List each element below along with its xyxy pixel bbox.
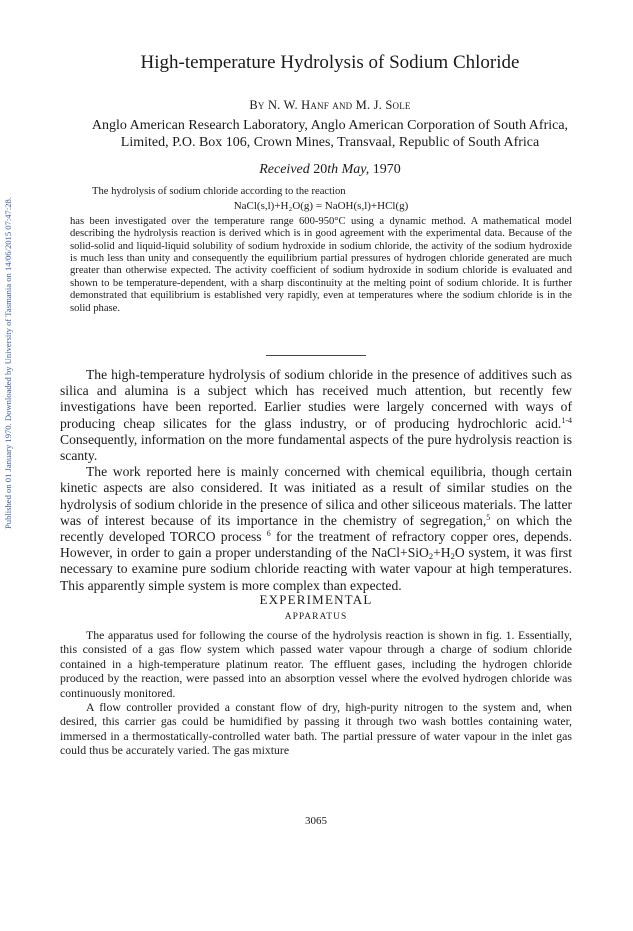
paper-title: High-temperature Hydrolysis of Sodium Chloride [140,52,520,73]
intro-p2-text-c: for the treatment of refractory copper ores, depends. However, in order to gain a proper understanding of the NaCl+SiO [60,529,572,561]
ref-6[interactable]: 6 [266,529,271,539]
intro-paragraph-2 [60,464,572,594]
download-note-text[interactable]: Published on 01 January 1970. Downloaded by University of Tasmania on 14/06/2015 07:47:28. [3,196,13,529]
apparatus-subheading: APPARATUS [284,612,348,622]
received-month: th May, [327,162,373,177]
intro-p2-text-a: The work reported here is mainly concerned with chemical equilibria, though certain kinetic aspects are also considered. It was initiated as a result of similar studies on the hydrolysis of sodium chloride in the presence of silica and other siliceous materials. The latter was of interest because of its importance in the chemistry of segregation, [60,464,573,528]
ref-1-4[interactable]: 1-4 [561,415,572,425]
intro-p2-text-d: +H [433,545,451,561]
intro-p2-text-b: on which the recently developed TORCO process [60,512,572,545]
page-number: 3065 [305,815,327,827]
introduction [60,367,572,594]
received-date [60,162,600,178]
reaction-equation: NaCl(s,l)+H₂O(g) = NaOH(s,l)+HCl(g) [233,200,409,213]
apparatus-paragraph-2: A flow controller provided a constant flow of dry, high-purity nitrogen to the system and, when desired, this carrier gas could be humidified by passing it through two wash bottles containing water, immersed in a thermostatically-controlled water bath. The partial pressure of water vapour in the inlet gas could thus be accurately varied. The gas mixture [60,700,572,758]
experimental-heading: EXPERIMENTAL [259,592,373,607]
section-divider [266,355,366,356]
abstract-intro: The hydrolysis of sodium chloride according to the reaction [92,186,346,197]
subscript-2a: 2 [428,551,434,562]
ref-5[interactable]: 5 [486,512,491,522]
intro-p1-text-b: Consequently, information on the more fundamental aspects of the pure hydrolysis reaction is scanty. [60,431,572,464]
abstract-text: has been investigated over the temperature range 600-950°C using a dynamic method. A mathematical model describing the hydrolysis reaction is derived which is in good agreement with the experimental data. Because of the solid-solid and liquid-liquid solubility of sodium hydroxide in sodium chloride, the activity of the sodium hydroxide is much less than unity and consequently the equilibrium partial pressures of hydrogen chloride generated are much greater than otherwise expected. The activity coefficient of sodium hydroxide in sodium chloride is evaluated and shown to be temperature-dependent, with a sharp discontinuity at the melting point of sodium chloride. It is further demonstrated that equilibrium is established very rapidly, even at temperatures where the sodium chloride is in the solid phase. [70,215,572,314]
received-day: 20 [313,162,328,177]
affiliation [60,117,600,151]
intro-p2-text-e: O system, it was first necessary to examine pure sodium chloride reacting with water vapour at high temperatures. This apparently simple system is more complex than expected. [60,545,572,593]
by-label: By [249,98,265,112]
abstract [70,186,572,315]
experimental-section [60,628,572,758]
intro-paragraph-1 [60,367,572,464]
author-names: N. W. Hanf and M. J. Sole [267,98,411,112]
intro-p1-text-a: The high-temperature hydrolysis of sodium chloride in the presence of additives such as silica and alumina is a subject which has received much attention, but recently few investigations have been reported. Earlier studies were largely concerned with ways of producing cheap silicates for the glass industry, or of producing hydrochloric acid. [60,367,572,431]
received-prefix: Received [259,162,314,177]
subscript-2b: 2 [450,551,455,562]
author-line [60,98,600,113]
received-year: 1970 [372,162,401,177]
affiliation-line-1: Anglo American Research Laboratory, Anglo American Corporation of South Africa, [91,118,569,133]
download-note [2,150,14,575]
apparatus-paragraph-1: The apparatus used for following the course of the hydrolysis reaction is shown in fig. 1. Essentially, this consisted of a gas flow system which passed water vapour through a charge of sodium chloride contained in a high-temperature platinum reator. The effluent gases, including the hydrogen chloride produced by the reaction, were passed into an absorption vessel where the evolved hydrogen chloride was continuously monitored. [60,628,572,700]
affiliation-line-2: Limited, P.O. Box 106, Crown Mines, Transvaal, Republic of South Africa [120,135,540,150]
